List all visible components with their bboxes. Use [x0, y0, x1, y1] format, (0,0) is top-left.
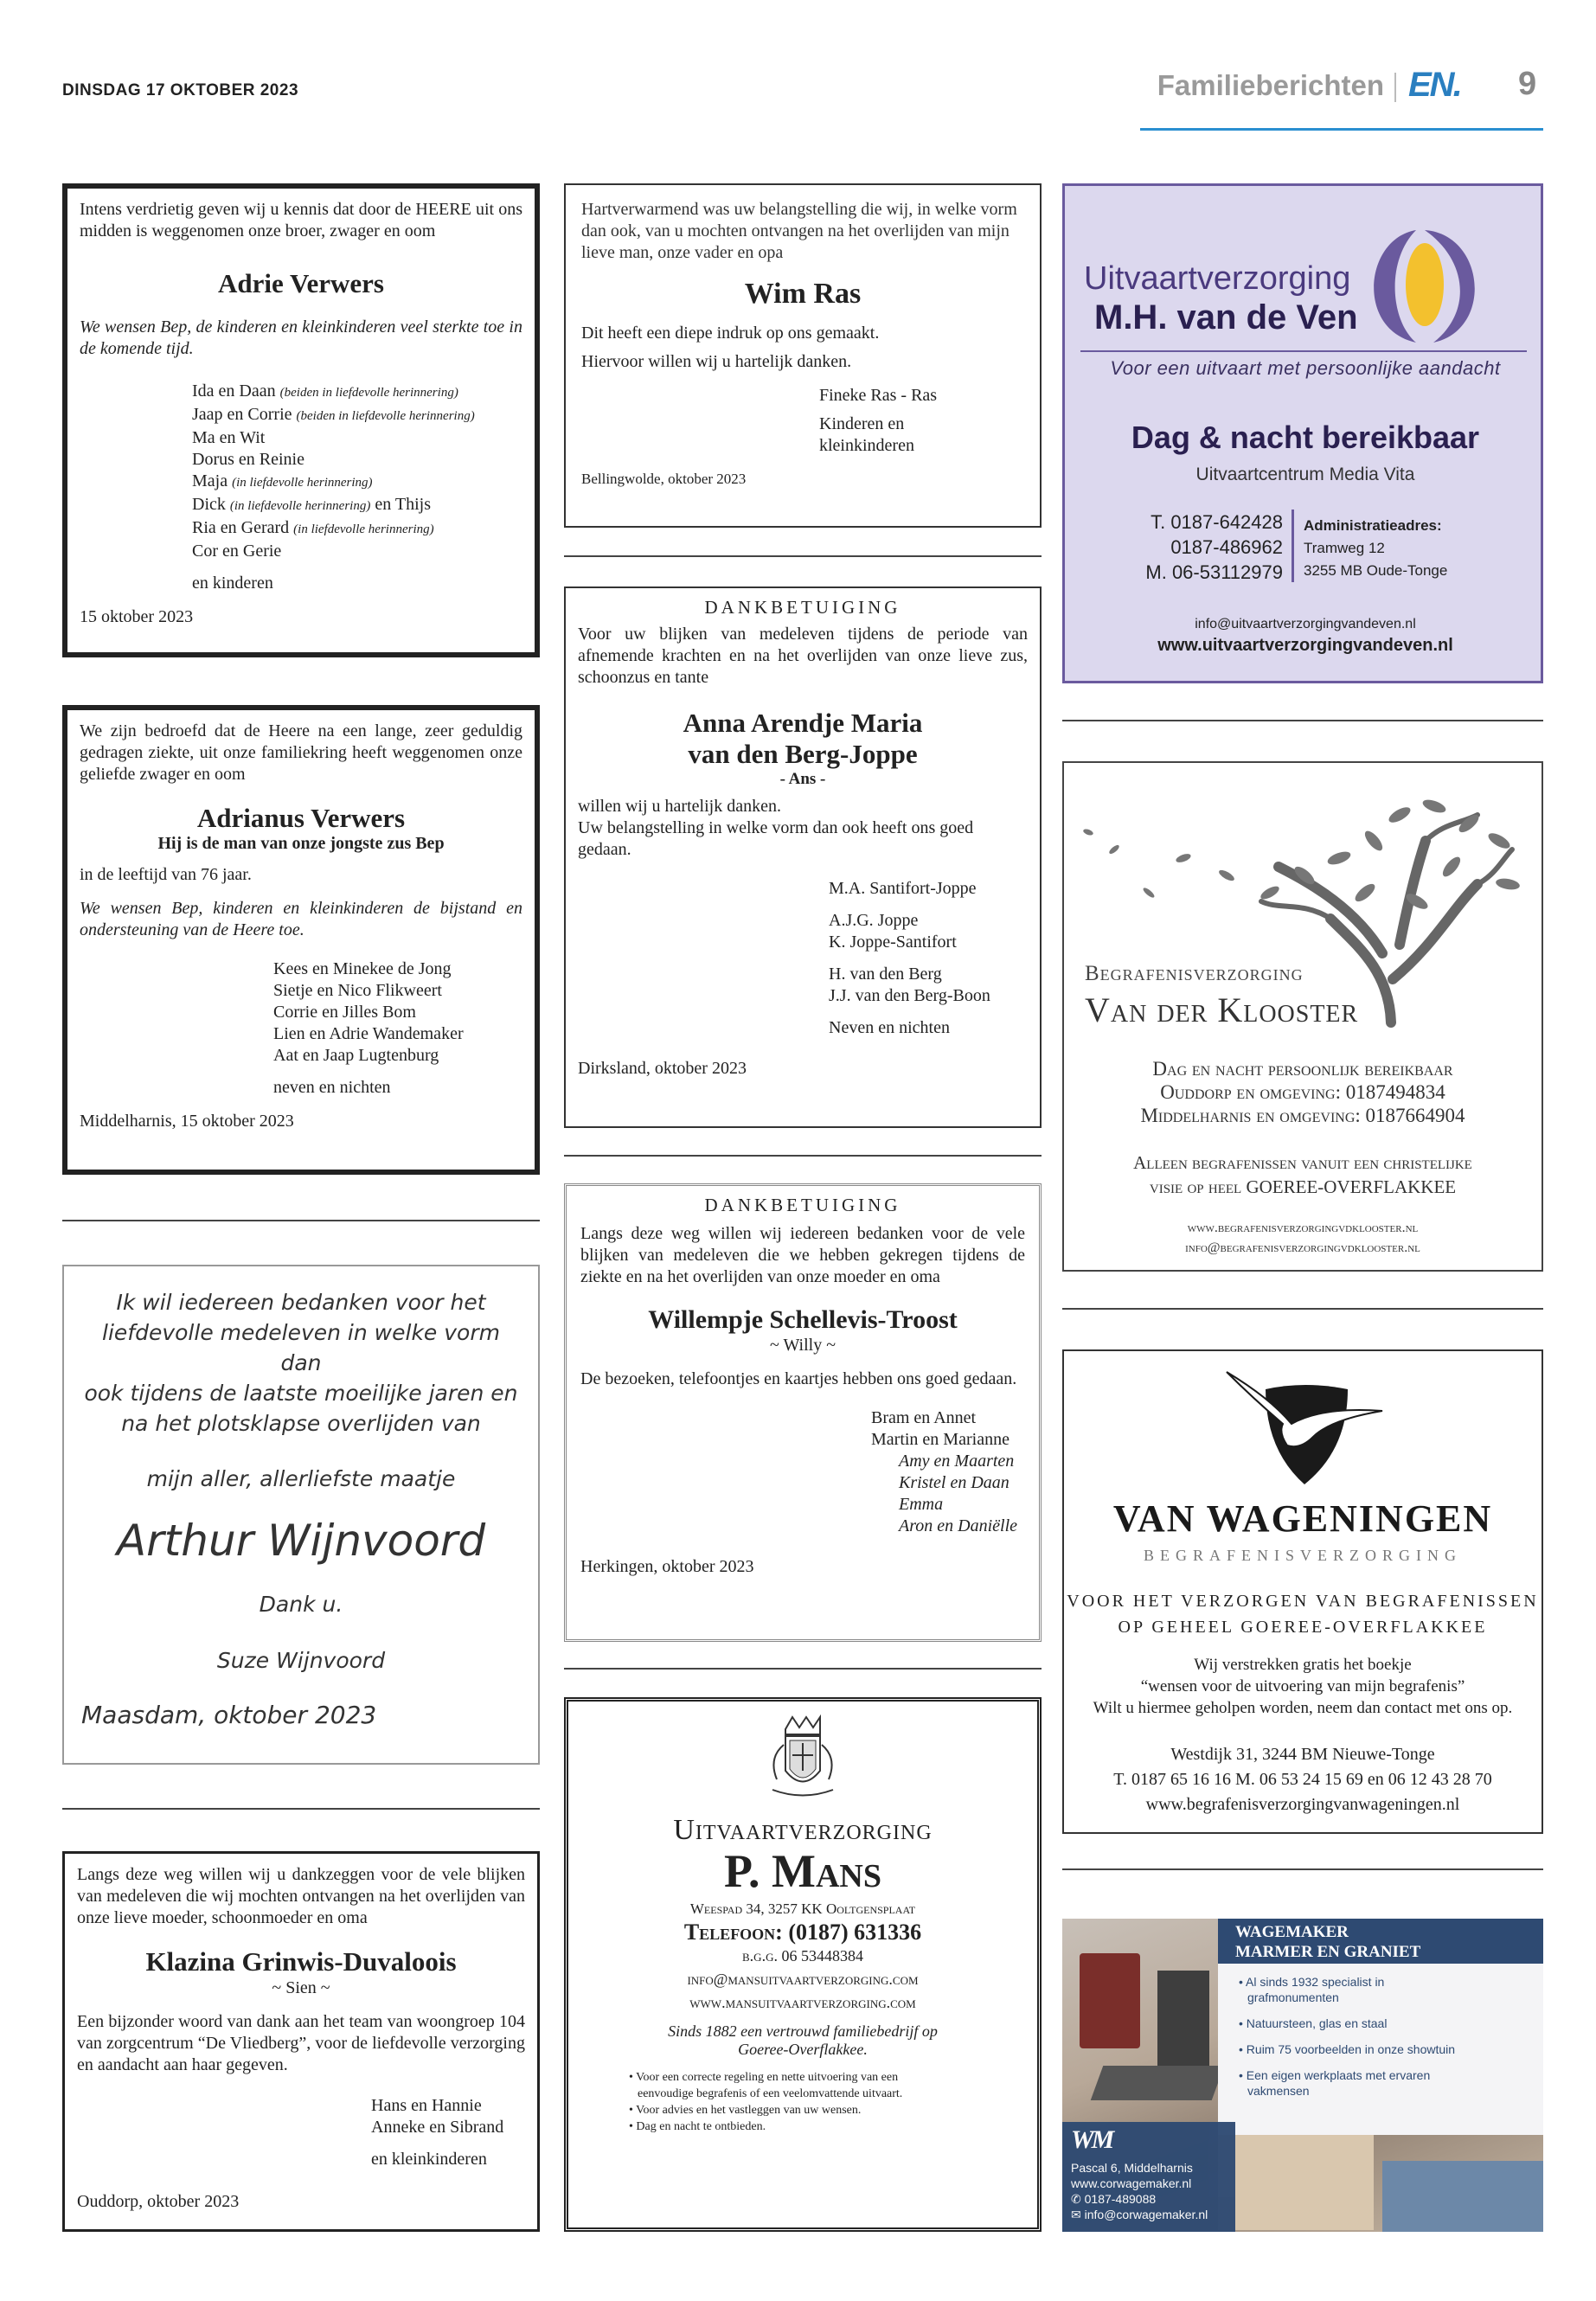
- signer: A.J.G. Joppe: [829, 911, 919, 930]
- notice-adrianus-verwers: [62, 705, 540, 1175]
- info-panel-header: [1218, 1919, 1543, 1964]
- notice-place-date: Middelharnis, 15 oktober 2023: [80, 1112, 294, 1131]
- relative-note: (in liefdevolle herinnering): [293, 522, 434, 536]
- mail-icon: ✉: [1071, 2208, 1081, 2221]
- ad-contact: [1064, 1057, 1542, 1127]
- phone-icon: ✆: [1071, 2192, 1081, 2206]
- bullet-text: Een eigen werkplaats met ervaren: [1246, 2068, 1431, 2082]
- bullet-text: Natuursteen, glas en staal: [1246, 2016, 1388, 2030]
- notice-anna-van-den-berg: [564, 586, 1042, 1128]
- signer: Emma: [899, 1495, 944, 1514]
- ad-admin-address: [1304, 515, 1447, 582]
- bullet-text: Voor advies en het vastleggen van uw wensen.: [636, 2104, 862, 2117]
- monument-slab: [1091, 2066, 1225, 2100]
- signer: Anneke en Sibrand: [371, 2118, 504, 2137]
- text-line: Wij verstrekken gratis het boekje: [1194, 1656, 1412, 1674]
- section-title: Familieberichten: [1157, 69, 1384, 101]
- bullet-text: Ruim 75 voorbeelden in onze showtuin: [1246, 2042, 1456, 2056]
- contact-line: Middelharnis en omgeving: 0187664904: [1140, 1105, 1465, 1126]
- deceased-name-line: van den Berg-Joppe: [688, 739, 918, 769]
- notice-arthur-wijnvoord: [62, 1265, 540, 1765]
- contact-line: Dag en nacht persoonlijk bereikbaar: [1152, 1058, 1453, 1080]
- tagline-line: VOOR HET VERZORGEN VAN BEGRAFENISSEN: [1067, 1592, 1539, 1611]
- header-date: DINSDAG 17 OKTOBER 2023: [62, 81, 299, 99]
- signer: Amy en Maarten: [899, 1452, 1015, 1471]
- ad-brand: [1235, 1922, 1420, 1962]
- notice-wish: We wensen Bep, de kinderen en kleinkinderen veel sterkte toe in de komende tijd.: [80, 317, 522, 358]
- notice-place-date: Ouddorp, oktober 2023: [77, 2192, 240, 2211]
- text-line: liefdevolle medeleven in welke vorm dan: [102, 1320, 500, 1375]
- deceased-name: Klazina Grinwis-Duvaloois: [145, 1946, 457, 1977]
- slogan-line: Goeree-Overflakkee.: [738, 2041, 868, 2058]
- signer: Suze Wijnvoord: [216, 1648, 386, 1673]
- signer: kleinkinderen: [819, 436, 914, 455]
- coat-of-arms-icon: [751, 1710, 855, 1805]
- column-divider: [1062, 1868, 1543, 1870]
- signer: Aron en Daniëlle: [899, 1516, 1018, 1535]
- brand-line: WAGEMAKER: [1235, 1923, 1349, 1941]
- relative-name: Ria en Gerard: [192, 518, 290, 537]
- relative-name: Ma en Wit: [192, 428, 266, 447]
- bullet-text: eenvoudige begrafenis of een veelomvattende uitvaart.: [638, 2087, 903, 2100]
- signer: H. van den Berg: [829, 965, 942, 984]
- deceased-name: Willempje Schellevis-Troost: [648, 1305, 958, 1334]
- column-divider: [62, 1808, 540, 1810]
- deceased-nickname: - Ans -: [779, 770, 826, 788]
- column-divider: [62, 1220, 540, 1221]
- ad-brand: M.H. van de Ven: [1094, 298, 1358, 336]
- signer: Kees en Minekee de Jong: [273, 959, 452, 978]
- ad-title: Uitvaartverzorging: [673, 1814, 933, 1846]
- signer: J.J. van den Berg-Boon: [829, 986, 990, 1005]
- relative-name: Ida en Daan: [192, 381, 276, 401]
- dove-shield-icon: [1218, 1363, 1391, 1493]
- deceased-name-line: Anna Arendje Maria: [683, 708, 923, 738]
- notice-text: De bezoeken, telefoontjes en kaartjes hebben ons goed gedaan.: [580, 1369, 1017, 1388]
- notice-klazina-grinwis: [62, 1851, 540, 2232]
- deceased-nickname: ~ Willy ~: [769, 1336, 836, 1355]
- ad-phone: T. 0187 65 16 16 M. 06 53 24 15 69 en 06 12 43 28 70: [1113, 1770, 1492, 1789]
- statement-line: Alleen begrafenissen vanuit een christelijke: [1133, 1152, 1472, 1173]
- deceased-name: Arthur Wijnvoord: [116, 1516, 486, 1566]
- bullet-text: grafmonumenten: [1247, 1990, 1339, 2004]
- ad-centre: Uitvaartcentrum Media Vita: [1195, 465, 1415, 484]
- ad-website[interactable]: www.mansuitvaartverzorging.com: [689, 1994, 916, 2011]
- notice-heading: DANKBETUIGING: [704, 597, 901, 618]
- notice-wish: We wensen Bep, kinderen en kleinkinderen de bijstand en ondersteuning van de Heere toe.: [80, 899, 522, 939]
- relative-note: (in liefdevolle herinnering): [229, 499, 371, 513]
- column-divider: [1062, 720, 1543, 721]
- monument-dark: [1157, 1971, 1209, 2074]
- column-divider: [564, 555, 1042, 557]
- ad-subtitle: BEGRAFENISVERZORGING: [1143, 1547, 1462, 1564]
- ad-contact: [1071, 2160, 1208, 2222]
- signer: Kinderen en: [819, 414, 905, 433]
- workshop-photo: [1218, 2135, 1374, 2230]
- ad-text: [1064, 1654, 1542, 1719]
- ad-address: Weespad 34, 3257 KK Ooltgensplaat: [689, 1900, 916, 1917]
- ad-contact: [1064, 1742, 1542, 1817]
- brand-logo: EN.: [1408, 66, 1461, 104]
- notice-intro: Langs deze weg willen wij iedereen bedanken voor de vele blijken van medeleven die we hebben gekregen tijdens de ziekte en na het overlijden van onze moeder en oma: [580, 1224, 1025, 1286]
- signers-list: [871, 1407, 1025, 1537]
- header-rule: [1140, 128, 1543, 131]
- ad-bullets: • Al sinds 1932 specialist in grafmonumenten • Natuursteen, glas en staal • Ruim 75 voorbeelden in onze showtuin • Een eigen werkplaats met ervaren vakmensen: [1239, 1975, 1456, 2098]
- ad-title: Begrafenisverzorging: [1085, 962, 1304, 985]
- ad-email[interactable]: info@mansuitvaartverzorging.com: [687, 1971, 919, 1988]
- relative-note: (beiden in liefdevolle herinnering): [279, 386, 458, 400]
- bullet-text: Al sinds 1932 specialist in: [1246, 1975, 1385, 1989]
- ad-brand: P. Mans: [723, 1845, 881, 1897]
- ad-address: Pascal 6, Middelharnis: [1071, 2161, 1193, 2175]
- notice-place-date: Maasdam, oktober 2023: [81, 1701, 377, 1729]
- ad-van-de-ven: [1062, 183, 1543, 683]
- notice-intro: Langs deze weg willen wij u dankzeggen voor de vele blijken van medeleven die wij mochten ontvangen na het overlijden van onze lieve moeder, schoonmoeder en oma: [77, 1865, 525, 1927]
- tagline-line: OP GEHEEL GOEREE-OVERFLAKKEE: [1118, 1618, 1488, 1637]
- ad-title: Uitvaartverzorging: [1084, 260, 1351, 297]
- ad-website[interactable]: www.corwagemaker.nl: [1071, 2176, 1192, 2190]
- deceased-subtitle: Hij is de man van onze jongste zus Bep: [157, 834, 445, 853]
- deceased-name: Wim Ras: [744, 278, 862, 310]
- ven-logo-icon: [1356, 226, 1503, 347]
- notice-intro: Hartverwarmend was uw belangstelling die wij, in welke vorm dan ook, van u mochten ontvangen na het overlijden van mijn lieve man, onze vader en opa: [581, 200, 1017, 262]
- monument-red: [1080, 1953, 1140, 2048]
- column-divider: [564, 1155, 1042, 1157]
- contact-line: Ouddorp en omgeving: 0187494834: [1160, 1081, 1445, 1103]
- text-line: ook tijdens de laatste moeilijke jaren en: [84, 1381, 518, 1406]
- signer: M.A. Santifort-Joppe: [829, 879, 977, 898]
- admin-label: Administratieadres:: [1304, 517, 1442, 534]
- notice-adrie-verwers: [62, 183, 540, 657]
- header-separator: [1394, 73, 1396, 102]
- relatives-list: [192, 381, 522, 594]
- signer: Fineke Ras - Ras: [819, 386, 938, 405]
- ad-van-der-klooster: [1062, 761, 1543, 1272]
- ad-van-wageningen: [1062, 1349, 1543, 1834]
- notice-intro: We zijn bedroefd dat de Heere na een lange, zeer geduldig gedragen ziekte, uit onze familiekring heeft weggenomen onze geliefde zwager en oom: [80, 721, 522, 784]
- notice-place-date: Dirksland, oktober 2023: [578, 1059, 747, 1078]
- text-line: Ik wil iedereen bedanken voor het: [116, 1290, 486, 1315]
- ad-website[interactable]: www.uitvaartverzorgingvandeven.nl: [1157, 636, 1453, 655]
- signer: Sietje en Nico Flikweert: [273, 981, 442, 1000]
- signers-list: [819, 385, 1024, 457]
- signer: K. Joppe-Santifort: [829, 933, 957, 952]
- ad-email[interactable]: info@uitvaartverzorgingvandeven.nl: [1195, 617, 1416, 631]
- phone-line: M. 06-53112979: [1145, 561, 1283, 583]
- notice-heading: DANKBETUIGING: [704, 1195, 901, 1215]
- signers-list: [371, 2095, 525, 2170]
- ad-email[interactable]: info@begrafenisverzorgingvdklooster.nl: [1185, 1240, 1420, 1255]
- ad-rule: [1080, 350, 1527, 352]
- ad-alt-phone: b.g.g. 06 53448384: [742, 1947, 863, 1965]
- relative-name: Dorus en Reinie: [192, 450, 304, 469]
- text-line: na het plotsklapse overlijden van: [121, 1411, 481, 1436]
- signer: en kleinkinderen: [371, 2150, 487, 2169]
- signer: Lien en Adrie Wandemaker: [273, 1024, 464, 1043]
- ad-tagline: [1064, 1588, 1542, 1640]
- column-divider: [564, 1668, 1042, 1670]
- signer: Neven en nichten: [829, 1018, 950, 1037]
- deceased-name: Adrie Verwers: [218, 268, 384, 298]
- signer: Martin en Marianne: [871, 1430, 1010, 1449]
- notice-text: willen wij u hartelijk danken.: [578, 797, 781, 816]
- relative-note: (in liefdevolle herinnering): [232, 476, 373, 490]
- notice-text: Hiervoor willen wij u hartelijk danken.: [581, 352, 852, 371]
- phone-line: T. 0187-642428: [1151, 511, 1283, 533]
- notice-text: [81, 1287, 521, 1439]
- ad-address: Westdijk 31, 3244 BM Nieuwe-Tonge: [1170, 1745, 1435, 1764]
- relative-name: Maja: [192, 471, 228, 490]
- notice-date: 15 oktober 2023: [80, 607, 194, 626]
- ad-phone: Telefoon: (0187) 631336: [683, 1920, 922, 1945]
- signer: Aat en Jaap Lugtenburg: [273, 1046, 439, 1065]
- ad-headline: Dag & nacht bereikbaar: [1131, 420, 1480, 455]
- info-panel: [1218, 1919, 1543, 2135]
- slogan-line: Sinds 1882 een vertrouwd familiebedrijf op: [668, 2022, 938, 2040]
- bullet-text: Voor een correcte regeling en nette uitvoering van een: [636, 2071, 899, 2084]
- text-line: “wensen voor de uitvoering van mijn begrafenis”: [1140, 1677, 1465, 1695]
- wagemaker-logo: WM: [1071, 2125, 1112, 2154]
- signer: Bram en Annet: [871, 1408, 977, 1427]
- brand-line: MARMER EN GRANIET: [1235, 1943, 1421, 1961]
- ad-email[interactable]: info@corwagemaker.nl: [1084, 2208, 1208, 2221]
- column-divider: [1062, 1308, 1543, 1310]
- ad-slogan: Voor een uitvaart met persoonlijke aandacht: [1110, 357, 1501, 379]
- statement-line: visie op heel GOEREE-OVERFLAKKEE: [1149, 1176, 1457, 1197]
- admin-line: 3255 MB Oude-Tonge: [1304, 562, 1448, 579]
- ad-statement: [1064, 1150, 1542, 1199]
- ad-website[interactable]: www.begrafenisverzorgingvanwageningen.nl: [1145, 1795, 1460, 1814]
- ad-phones: [1117, 510, 1283, 585]
- deceased-name: Adrianus Verwers: [196, 803, 406, 833]
- signers-list: [829, 878, 1028, 1039]
- notice-willempje-schellevis: [564, 1183, 1042, 1642]
- relative-name: en Thijs: [375, 495, 431, 514]
- relative-name: Cor en Gerie: [192, 542, 282, 561]
- notice-intro: Intens verdrietig geven wij u kennis dat door de HEERE uit ons midden is weggenomen onze broer, zwager en oom: [80, 200, 522, 240]
- ad-phone: 0187-489088: [1084, 2192, 1157, 2206]
- ad-p-mans: [564, 1697, 1042, 2232]
- relative-name: Jaap en Corrie: [192, 405, 292, 424]
- bullet-text: vakmensen: [1247, 2084, 1310, 2098]
- ad-wagemaker: [1062, 1919, 1543, 2232]
- contact-panel: [1062, 2122, 1235, 2232]
- phone-line: 0187-486962: [1170, 536, 1283, 558]
- page-number: 9: [1518, 66, 1537, 102]
- notice-wim-ras: [564, 183, 1042, 528]
- ad-brand: Van der Klooster: [1085, 990, 1359, 1029]
- thanks-text: Dank u.: [259, 1592, 343, 1617]
- ad-website[interactable]: www.begrafenisverzorgingvdklooster.nl: [1187, 1221, 1419, 1235]
- deceased-age: in de leeftijd van 76 jaar.: [80, 865, 252, 884]
- notice-text: Een bijzonder woord van dank aan het team van woongroep 104 van zorgcentrum “De Vliedberg”, voor de liefdevolle verzorging en aandacht aan haar gegeven.: [77, 2012, 525, 2074]
- notice-text-line: mijn aller, allerliefste maatje: [146, 1466, 456, 1491]
- notice-text: Uw belangstelling in welke vorm dan ook heeft ons goed gedaan.: [578, 818, 974, 859]
- deceased-nickname: ~ Sien ~: [272, 1978, 330, 1997]
- notice-place-date: Herkingen, oktober 2023: [580, 1557, 754, 1576]
- ad-bullets: • Voor een correcte regeling en nette uitvoering van een eenvoudige begrafenis of een veelomvattende uitvaart. • Voor advies en het vastleggen van uw wensen. • Dag en nacht te ontbieden.: [629, 2069, 1020, 2135]
- admin-line: Tramweg 12: [1304, 540, 1385, 556]
- ad-brand: VAN WAGENINGEN: [1112, 1497, 1493, 1540]
- signer: neven en nichten: [273, 1078, 391, 1097]
- ad-separator: [1292, 510, 1294, 582]
- signer: Corrie en Jilles Bom: [273, 1003, 416, 1022]
- relative-name: Dick: [192, 495, 226, 514]
- deceased-name: [578, 708, 1028, 770]
- notice-place-date: Bellingwolde, oktober 2023: [581, 471, 747, 487]
- notice-text: Dit heeft een diepe indruk op ons gemaakt.: [581, 324, 880, 343]
- ad-web-contact: [1064, 1218, 1542, 1258]
- text-line: Wilt u hiermee geholpen worden, neem dan contact met ons op.: [1093, 1699, 1513, 1717]
- relative-note: (beiden in liefdevolle herinnering): [296, 409, 475, 423]
- relative-name: en kinderen: [192, 574, 273, 593]
- ad-slogan: [586, 2022, 1020, 2059]
- bullet-text: Dag en nacht te ontbieden.: [636, 2120, 766, 2133]
- signers-list: [273, 958, 522, 1099]
- building-photo: [1382, 2161, 1543, 2232]
- signer: Kristel en Daan: [899, 1473, 1010, 1492]
- notice-intro: Voor uw blijken van medeleven tijdens de periode van afnemende krachten en na het overlijden van onze lieve zus, schoonzus en tante: [578, 625, 1028, 687]
- signer: Hans en Hannie: [371, 2096, 482, 2115]
